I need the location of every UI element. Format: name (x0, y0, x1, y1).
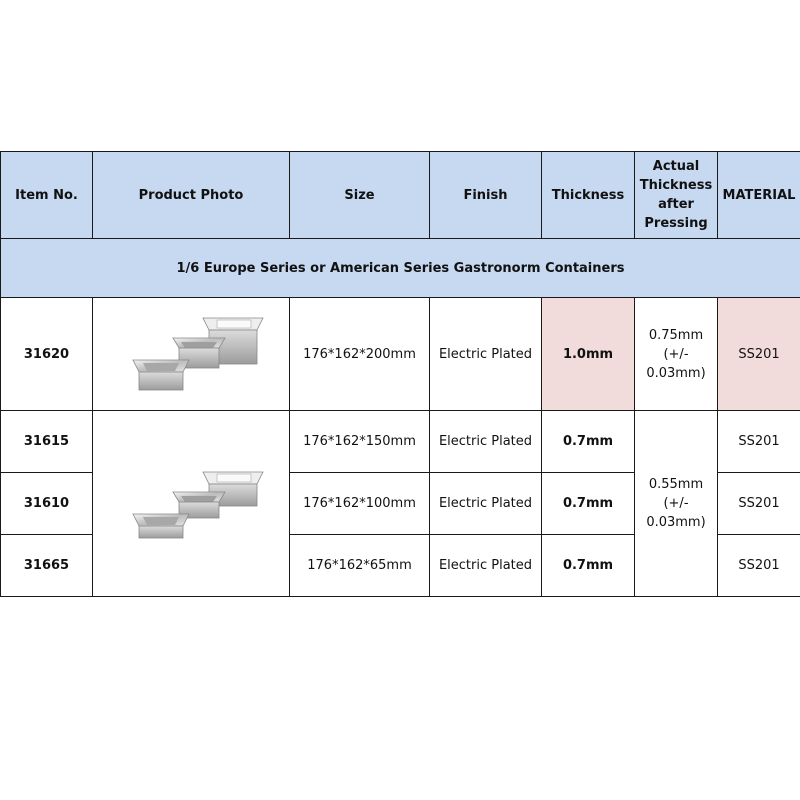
container-small (133, 514, 189, 538)
product-photo-cell (93, 298, 290, 411)
finish-cell: Electric Plated (430, 298, 542, 411)
actual-thickness-cell (635, 298, 718, 411)
spec-table (0, 151, 800, 597)
item-no-cell: 31610 (1, 473, 93, 535)
header-actual-thickness (635, 152, 718, 239)
size-cell: 176*162*150mm (290, 411, 430, 473)
actual-thickness-line: 0.03mm) (646, 515, 706, 530)
thickness-cell: 0.7mm (542, 411, 635, 473)
size-cell: 176*162*100mm (290, 473, 430, 535)
actual-thickness-cell (635, 411, 718, 597)
container-small (133, 360, 189, 390)
product-photo-cell (93, 411, 290, 597)
table-row (1, 298, 800, 411)
gastronorm-containers-image (111, 454, 271, 554)
material-cell: SS201 (718, 473, 800, 535)
thickness-cell: 0.7mm (542, 535, 635, 597)
size-cell: 176*162*200mm (290, 298, 430, 411)
thickness-cell: 1.0mm (542, 298, 635, 411)
header-actual-line: Pressing (644, 216, 708, 231)
finish-cell: Electric Plated (430, 411, 542, 473)
header-item-no: Item No. (1, 152, 93, 239)
actual-thickness-line: 0.75mm (648, 327, 704, 343)
material-cell: SS201 (718, 535, 800, 597)
table-caption: 1/6 Europe Series or American Series Gastronorm Containers (1, 239, 800, 298)
header-actual-line: Actual (652, 159, 700, 174)
header-product-photo: Product Photo (93, 152, 290, 239)
material-cell: SS201 (718, 411, 800, 473)
header-actual-line: Thickness (639, 178, 713, 193)
header-actual-line: after (658, 197, 694, 212)
caption-row (1, 239, 800, 298)
gastronorm-containers-image (111, 304, 271, 404)
header-size: Size (290, 152, 430, 239)
header-material: MATERIAL (718, 152, 800, 239)
finish-cell: Electric Plated (430, 473, 542, 535)
header-row (1, 152, 800, 239)
item-no-cell: 31665 (1, 535, 93, 597)
item-no-cell: 31615 (1, 411, 93, 473)
thickness-cell: 0.7mm (542, 473, 635, 535)
material-cell: SS201 (718, 298, 800, 411)
item-no-cell: 31620 (1, 298, 93, 411)
header-finish: Finish (430, 152, 542, 239)
actual-thickness-line: 0.55mm (648, 477, 704, 492)
table-row (1, 411, 800, 473)
actual-thickness-line: 0.03mm) (646, 365, 706, 381)
finish-cell: Electric Plated (430, 535, 542, 597)
size-cell: 176*162*65mm (290, 535, 430, 597)
actual-thickness-line: (+/- (663, 346, 689, 362)
actual-thickness-line: (+/- (663, 496, 689, 511)
header-thickness: Thickness (542, 152, 635, 239)
